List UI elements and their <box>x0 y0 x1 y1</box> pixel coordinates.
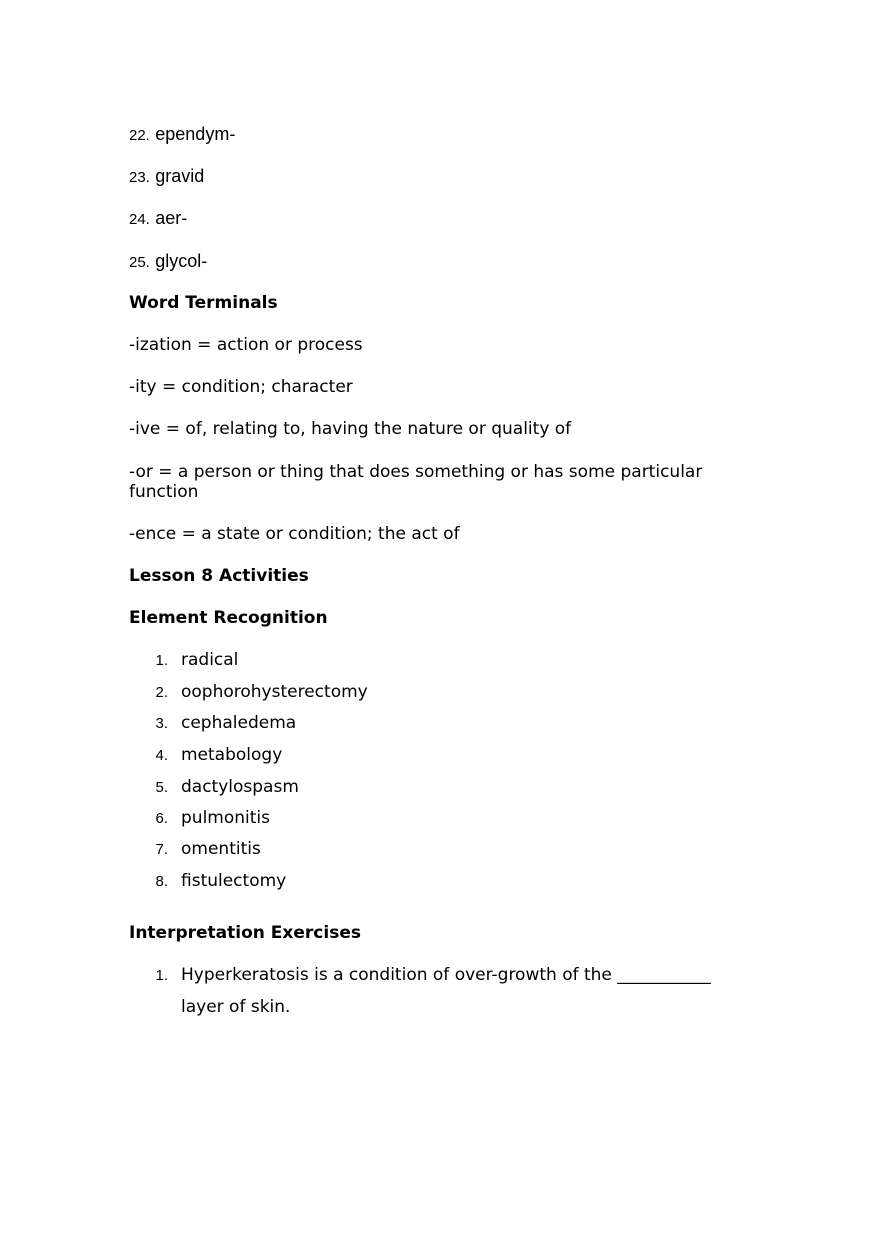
list-text: dactylospasm <box>181 777 299 797</box>
terminal-definition: -or = a person or thing that does something or has some particular function <box>129 462 703 502</box>
term-number: 25. <box>129 254 150 271</box>
list-text: metabology <box>181 745 283 765</box>
list-number: 8. <box>155 873 168 890</box>
numbered-term <box>129 251 207 272</box>
list-text: oophorohysterectomy <box>181 682 368 702</box>
list-text: omentitis <box>181 839 261 859</box>
term-number: 24. <box>129 211 150 228</box>
list-text: pulmonitis <box>181 808 270 828</box>
list-number: 4. <box>155 747 168 764</box>
list-number: 7. <box>155 841 168 858</box>
list-text: cephaledema <box>181 713 297 733</box>
terminal-definition: -ence = a state or condition; the act of <box>129 524 460 544</box>
word-terminals-heading: Word Terminals <box>129 293 278 313</box>
list-text: fistulectomy <box>181 871 287 891</box>
list-number: 1. <box>155 967 168 984</box>
list-number: 6. <box>155 810 168 827</box>
terminal-definition: -ity = condition; character <box>129 377 353 397</box>
interpretation-exercises-heading: Interpretation Exercises <box>129 923 361 943</box>
numbered-term <box>129 166 204 187</box>
list-number: 2. <box>155 684 168 701</box>
terminal-definition: -ization = action or process <box>129 335 363 355</box>
list-number: 5. <box>155 779 168 796</box>
term-number: 22. <box>129 127 150 144</box>
element-recognition-heading: Element Recognition <box>129 608 328 628</box>
list-number: 3. <box>155 715 168 732</box>
numbered-term <box>129 124 235 145</box>
term-number: 23. <box>129 169 150 186</box>
terminal-definition: -ive = of, relating to, having the nature or quality of <box>129 419 572 439</box>
exercise-text-line2: layer of skin. <box>181 997 291 1017</box>
lesson-heading: Lesson 8 Activities <box>129 566 309 586</box>
term-text: gravid <box>155 166 205 186</box>
term-text: glycol- <box>155 251 208 271</box>
numbered-term <box>129 208 187 229</box>
list-number: 1. <box>155 652 168 669</box>
term-text: ependym- <box>155 124 236 144</box>
list-text: radical <box>181 650 239 670</box>
term-text: aer- <box>155 208 188 228</box>
exercise-text-line1: Hyperkeratosis is a condition of over-growth of the ___________ <box>181 965 711 985</box>
